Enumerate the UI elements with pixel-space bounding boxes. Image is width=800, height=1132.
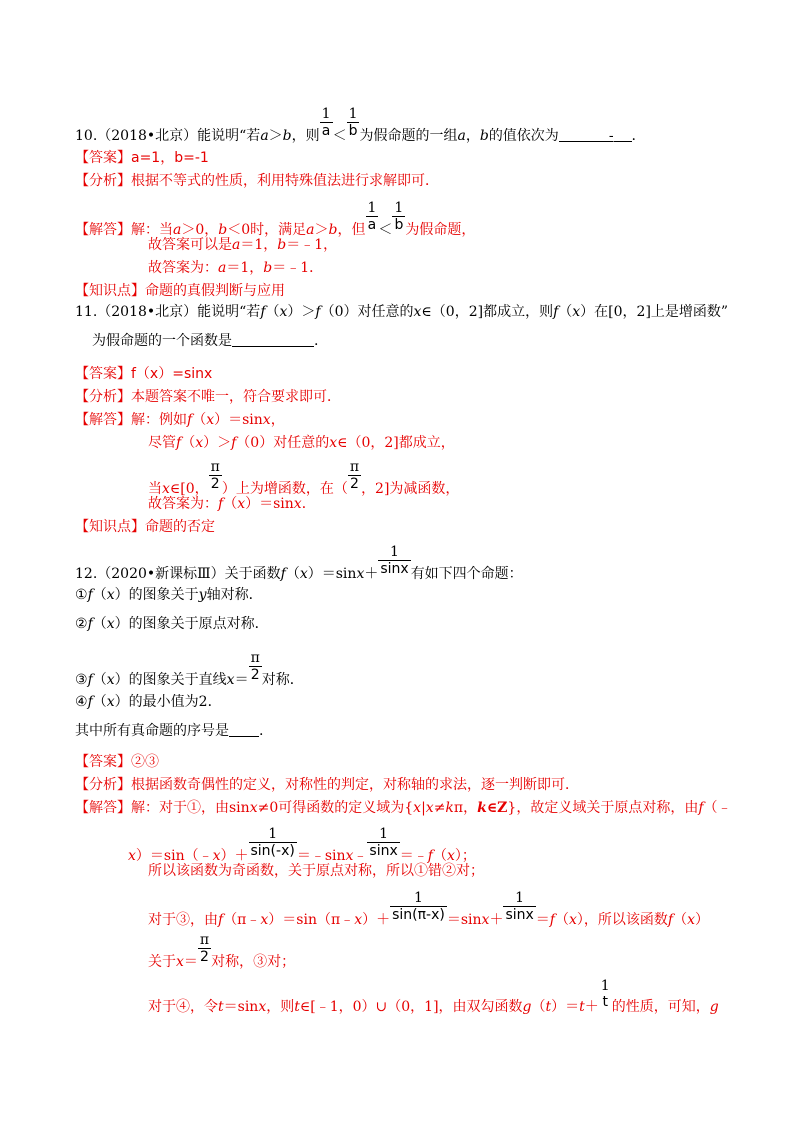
- q12-proposition-1: ①f（x）的图象关于y轴对称．: [75, 587, 263, 603]
- q12-solution-line5: 关于x＝ $\frac{\pi}{2}$ 对称，③对；: [148, 932, 296, 970]
- fraction-1-over-b: $\frac{1}{b}$: [394, 200, 404, 233]
- fraction-1-over-sinx: $\frac{1}{\sin x}$: [369, 826, 398, 859]
- q11-solution-line3: 当x∈[0， $\frac{\pi}{2}$ ）上为增函数，在（ $\frac{\pi}{2}$ ，2]为减函数，: [148, 459, 460, 497]
- q10-solution-line1: 【解答】解：当a＞0，b＜0时，满足a＞b，但 $\frac{1}{a}$ ＜ $\frac{1}{b}$ 为假命题，: [75, 200, 476, 238]
- fraction-1-over-sinx: $\frac{1}{\sin x}$: [505, 890, 534, 923]
- q12-solution-line3: 所以该函数为奇函数，关于原点对称，所以①错②对；: [148, 863, 484, 879]
- fraction-1-over-t: 1 t: [600, 978, 610, 1010]
- q10-answer: 【答案】a=1，b=-1: [75, 150, 209, 166]
- q12-proposition-4: ④f（x）的最小值为2．: [75, 694, 222, 710]
- q10-analysis: 【分析】根据不等式的性质，利用特殊值法进行求解即可．: [75, 173, 439, 189]
- q12-stem: 12.（2020•新课标Ⅲ）关于函数f（x）＝sinx＋ $\frac{1}{\sin x}$ 有如下四个命题：: [75, 544, 523, 582]
- q11-stem-line1: 11.（2018•北京）能说明“若f（x）＞f（0）对任意的x∈（0，2]都成立，则f（x）在[0，2]上是增函数”: [75, 304, 729, 320]
- q12-analysis: 【分析】根据函数奇偶性的定义，对称性的判定，对称轴的求法，逐一判断即可．: [75, 777, 579, 793]
- q11-answer: 【答案】f（x）=sinx: [75, 366, 213, 382]
- fraction-pi-over-2: $\frac{\pi}{2}$: [199, 932, 210, 965]
- q12-question: 其中所有真命题的序号是 .: [75, 723, 264, 739]
- q12-solution-line1: 【解答】解：对于①，由sinx≠0可得函数的定义域为{x|x≠kπ，k∈Z}，故定义域关于原点对称，由f（﹣: [75, 800, 732, 816]
- q10-knowledge-point: 【知识点】命题的真假判断与应用: [75, 283, 285, 299]
- q10-solution-line3: 故答案为：a＝1，b＝﹣1．: [148, 260, 324, 276]
- q11-stem-line2: 为假命题的一个函数是 .: [92, 333, 319, 349]
- q12-solution-line6: 对于④，令t＝sinx，则t∈[﹣1，0）∪（0，1]，由双勾函数g（t）＝t＋ 1 t 的性质，可知，g: [148, 978, 719, 1015]
- fraction-1-over-b: $\frac{1}{b}$: [348, 106, 358, 139]
- q11-knowledge-point: 【知识点】命题的否定: [75, 519, 215, 535]
- q11-solution-line4: 故答案为：f（x）＝sinx．: [148, 496, 316, 512]
- fraction-pi-over-2: $\frac{\pi}{2}$: [349, 459, 360, 492]
- fraction-1-over-sin-pi-minus-x: $\frac{1}{\sin(\pi-x)}$: [392, 890, 445, 923]
- fraction-pi-over-2: $\frac{\pi}{2}$: [210, 459, 220, 492]
- fraction-pi-over-2: $\frac{\pi}{2}$: [250, 650, 260, 683]
- q10-solution-line2: 故答案可以是a＝1，b＝﹣1，: [148, 237, 338, 253]
- fraction-1-over-sinx: $\frac{1}{\sin x}$: [380, 544, 409, 577]
- q11-analysis: 【分析】本题答案不唯一，符合要求即可．: [75, 389, 341, 405]
- q12-solution-line2: x）＝sin（﹣x）＋ $\frac{1}{\sin(-x)}$ ＝﹣sinx﹣ $\frac{1}{\sin x}$ ＝﹣f（x）；: [128, 826, 476, 864]
- q12-proposition-3: ③f（x）的图象关于直线x＝ $\frac{\pi}{2}$ 对称．: [75, 650, 304, 688]
- fraction-1-over-a: $\frac{1}{a}$: [367, 200, 377, 233]
- fraction-1-over-a: $\frac{1}{a}$: [321, 106, 331, 139]
- q12-solution-line4: 对于③，由f（π﹣x）＝sin（π﹣x）＋ $\frac{1}{\sin(\pi-x)}$ ＝sinx＋ $\frac{1}{\sin x}$ ＝f（x），所以该函数f（x）: [148, 890, 709, 928]
- q10-stem: 10.（2018•北京）能说明“若a＞b，则 $\frac{1}{a}$ ＜ $\frac{1}{b}$ 为假命题的一组a，b的值依次为 - .: [75, 106, 636, 144]
- q11-solution-line1: 【解答】解：例如f（x）＝sinx，: [75, 412, 285, 428]
- q12-proposition-2: ②f（x）的图象关于原点对称．: [75, 616, 269, 632]
- fraction-1-over-sin-neg-x: $\frac{1}{\sin(-x)}$: [250, 826, 295, 859]
- q12-answer: 【答案】②③: [75, 754, 159, 770]
- q11-solution-line2: 尽管f（x）＞f（0）对任意的x∈（0，2]都成立，: [148, 435, 455, 451]
